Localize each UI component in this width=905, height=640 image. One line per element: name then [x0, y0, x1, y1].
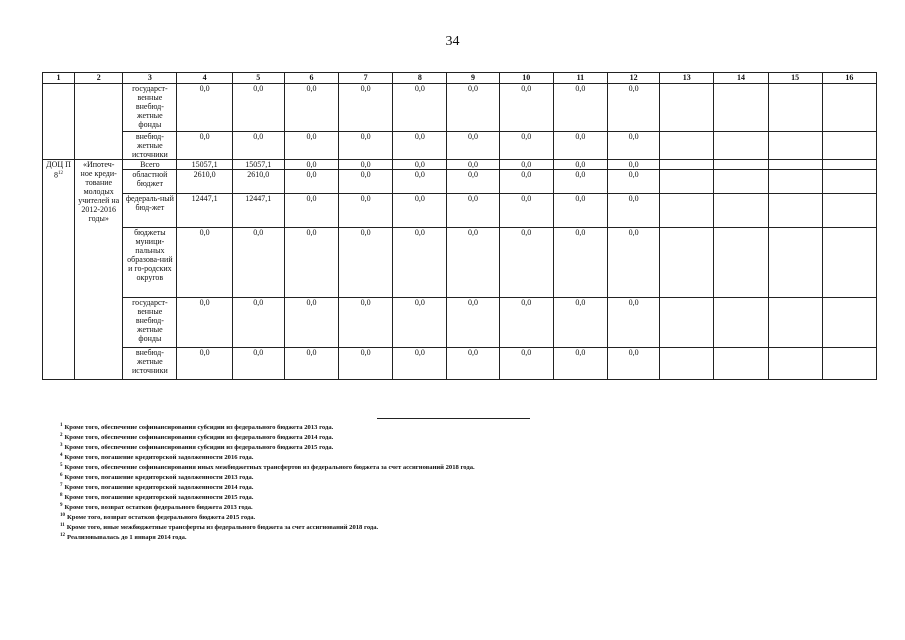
- empty-cell: [660, 84, 714, 132]
- footnote-number: 10: [60, 513, 65, 518]
- value-cell: 0,0: [499, 170, 553, 194]
- footnote-number: 6: [60, 473, 63, 478]
- empty-cell: [660, 228, 714, 298]
- value-cell: 0,0: [232, 348, 284, 380]
- value-cell: 0,0: [553, 298, 607, 348]
- value-cell: 0,0: [339, 170, 393, 194]
- source-label: Всего: [123, 160, 177, 170]
- value-cell: 0,0: [499, 132, 553, 160]
- empty-cell: [660, 194, 714, 228]
- value-cell: 15057,1: [232, 160, 284, 170]
- value-cell: 0,0: [499, 84, 553, 132]
- value-cell: 0,0: [393, 298, 447, 348]
- column-header: 14: [714, 73, 768, 84]
- page-number: 34: [445, 34, 460, 49]
- footnote-item: [60, 473, 880, 483]
- empty-cell: [660, 132, 714, 160]
- column-header: 11: [553, 73, 607, 84]
- column-header: 15: [768, 73, 822, 84]
- source-label: государст-венные внебюд-жетные фонды: [123, 84, 177, 132]
- code-cell-empty: [43, 84, 75, 160]
- footnote-item: [60, 513, 880, 523]
- footnote-number: 9: [60, 503, 63, 508]
- footnote-text: Кроме того, обеспечение софинансирования субсидии из федерального бюджета 2014 года.: [64, 434, 334, 441]
- footnote-divider: [377, 418, 530, 419]
- footnote-text: Кроме того, возврат остатков федерального бюджета 2015 года.: [67, 514, 256, 521]
- value-cell: 0,0: [607, 194, 659, 228]
- source-label: государст-венные внебюд-жетные фонды: [123, 298, 177, 348]
- column-header: 7: [339, 73, 393, 84]
- value-cell: 0,0: [177, 348, 232, 380]
- value-cell: 0,0: [393, 84, 447, 132]
- empty-cell: [714, 348, 768, 380]
- value-cell: 2610,0: [177, 170, 232, 194]
- value-cell: 2610,0: [232, 170, 284, 194]
- value-cell: 0,0: [447, 170, 499, 194]
- value-cell: 0,0: [339, 194, 393, 228]
- empty-cell: [768, 228, 822, 298]
- footnote-text: Реализовывалась до 1 января 2014 года.: [67, 534, 187, 541]
- value-cell: 0,0: [284, 84, 338, 132]
- value-cell: 0,0: [553, 194, 607, 228]
- table-row: [43, 348, 877, 380]
- value-cell: 0,0: [393, 228, 447, 298]
- value-cell: 0,0: [499, 194, 553, 228]
- empty-cell: [768, 160, 822, 170]
- value-cell: 0,0: [339, 84, 393, 132]
- empty-cell: [714, 160, 768, 170]
- value-cell: 0,0: [177, 228, 232, 298]
- value-cell: 0,0: [447, 348, 499, 380]
- empty-cell: [714, 84, 768, 132]
- column-header: 6: [284, 73, 338, 84]
- value-cell: 0,0: [232, 84, 284, 132]
- value-cell: 0,0: [499, 298, 553, 348]
- value-cell: 0,0: [607, 160, 659, 170]
- empty-cell: [768, 170, 822, 194]
- table-row: [43, 170, 877, 194]
- value-cell: 0,0: [284, 170, 338, 194]
- value-cell: 0,0: [553, 132, 607, 160]
- column-header: 16: [822, 73, 876, 84]
- value-cell: 0,0: [447, 132, 499, 160]
- footnote-number: 7: [60, 483, 63, 488]
- value-cell: 0,0: [339, 298, 393, 348]
- empty-cell: [714, 194, 768, 228]
- value-cell: 0,0: [177, 298, 232, 348]
- empty-cell: [714, 132, 768, 160]
- value-cell: 0,0: [232, 132, 284, 160]
- footnote-item: [60, 483, 880, 493]
- empty-cell: [822, 170, 876, 194]
- footnote-item: [60, 533, 880, 543]
- budget-table: [42, 72, 877, 380]
- value-cell: 0,0: [393, 348, 447, 380]
- value-cell: 15057,1: [177, 160, 232, 170]
- value-cell: 0,0: [339, 160, 393, 170]
- empty-cell: [822, 348, 876, 380]
- footnote-number: 4: [60, 453, 63, 458]
- value-cell: 0,0: [393, 132, 447, 160]
- empty-cell: [822, 132, 876, 160]
- footnote-item: [60, 523, 880, 533]
- empty-cell: [768, 348, 822, 380]
- value-cell: 0,0: [447, 160, 499, 170]
- value-cell: 12447,1: [177, 194, 232, 228]
- footnote-number: 1: [60, 423, 63, 428]
- footnote-item: [60, 423, 880, 433]
- footnote-item: [60, 433, 880, 443]
- value-cell: 0,0: [232, 228, 284, 298]
- value-cell: 0,0: [499, 160, 553, 170]
- footnote-item: [60, 503, 880, 513]
- value-cell: 0,0: [607, 348, 659, 380]
- value-cell: 0,0: [284, 348, 338, 380]
- footnote-number: 3: [60, 443, 63, 448]
- value-cell: 0,0: [553, 160, 607, 170]
- source-label: внебюд-жетные источники: [123, 132, 177, 160]
- footnote-text: Кроме того, погашение кредиторской задолженности 2014 года.: [64, 484, 254, 491]
- value-cell: 0,0: [339, 228, 393, 298]
- source-label: областной бюджет: [123, 170, 177, 194]
- footnote-text: Кроме того, возврат остатков федерального бюджета 2013 года.: [64, 504, 253, 511]
- value-cell: 0,0: [447, 194, 499, 228]
- value-cell: 0,0: [447, 228, 499, 298]
- program-code-footnote-ref: 12: [58, 171, 64, 176]
- footnote-item: [60, 463, 880, 473]
- column-header: 13: [660, 73, 714, 84]
- program-name: «Ипотеч-ное креди-тование молодых учителей на 2012-2016 годы»: [75, 160, 123, 380]
- footnote-text: Кроме того, обеспечение софинансирования субсидии из федерального бюджета 2015 года.: [64, 444, 334, 451]
- source-label: федераль-ный бюд-жет: [123, 194, 177, 228]
- value-cell: 0,0: [553, 228, 607, 298]
- empty-cell: [660, 170, 714, 194]
- footnote-item: [60, 443, 880, 453]
- table-row: [43, 194, 877, 228]
- value-cell: 0,0: [607, 132, 659, 160]
- footnotes: [60, 423, 880, 543]
- value-cell: 12447,1: [232, 194, 284, 228]
- table-row: [43, 132, 877, 160]
- empty-cell: [714, 170, 768, 194]
- value-cell: 0,0: [447, 84, 499, 132]
- footnote-text: Кроме того, иные межбюджетные трансферты из федерального бюджета за счет ассигнований 2018 года.: [66, 524, 379, 531]
- empty-cell: [768, 298, 822, 348]
- footnote-number: 5: [60, 463, 63, 468]
- value-cell: 0,0: [393, 194, 447, 228]
- value-cell: 0,0: [607, 228, 659, 298]
- value-cell: 0,0: [232, 298, 284, 348]
- column-header: 3: [123, 73, 177, 84]
- column-header: 10: [499, 73, 553, 84]
- column-header: 8: [393, 73, 447, 84]
- empty-cell: [660, 298, 714, 348]
- empty-cell: [768, 132, 822, 160]
- empty-cell: [714, 298, 768, 348]
- table-row: [43, 298, 877, 348]
- table-row: [43, 228, 877, 298]
- empty-cell: [822, 84, 876, 132]
- empty-cell: [822, 194, 876, 228]
- footnote-text: Кроме того, погашение кредиторской задолженности 2013 года.: [64, 474, 254, 481]
- value-cell: 0,0: [553, 348, 607, 380]
- value-cell: 0,0: [284, 160, 338, 170]
- source-label: внебюд-жетные источники: [123, 348, 177, 380]
- header-row: [43, 73, 877, 84]
- table-row: [43, 84, 877, 132]
- value-cell: 0,0: [339, 132, 393, 160]
- table-row: [43, 160, 877, 170]
- footnote-item: [60, 493, 880, 503]
- value-cell: 0,0: [607, 84, 659, 132]
- value-cell: 0,0: [177, 132, 232, 160]
- value-cell: 0,0: [284, 228, 338, 298]
- column-header: 2: [75, 73, 123, 84]
- value-cell: 0,0: [499, 348, 553, 380]
- empty-cell: [768, 194, 822, 228]
- value-cell: 0,0: [284, 298, 338, 348]
- source-label: бюджеты муници-пальных образова-ний и го-родских округов: [123, 228, 177, 298]
- footnote-item: [60, 453, 880, 463]
- value-cell: 0,0: [339, 348, 393, 380]
- empty-cell: [768, 84, 822, 132]
- empty-cell: [822, 298, 876, 348]
- footnote-text: Кроме того, погашение кредиторской задолженности 2015 года.: [64, 494, 254, 501]
- footnote-number: 2: [60, 433, 63, 438]
- value-cell: 0,0: [177, 84, 232, 132]
- empty-cell: [822, 160, 876, 170]
- value-cell: 0,0: [284, 132, 338, 160]
- column-header: 12: [607, 73, 659, 84]
- program-code: [43, 160, 75, 380]
- empty-cell: [714, 228, 768, 298]
- footnote-number: 11: [60, 523, 65, 528]
- column-header: 1: [43, 73, 75, 84]
- column-header: 9: [447, 73, 499, 84]
- empty-cell: [822, 228, 876, 298]
- footnote-number: 8: [60, 493, 63, 498]
- value-cell: 0,0: [553, 84, 607, 132]
- value-cell: 0,0: [607, 298, 659, 348]
- footnote-text: Кроме того, погашение кредиторской задолженности 2016 года.: [64, 454, 254, 461]
- empty-cell: [660, 160, 714, 170]
- value-cell: 0,0: [499, 228, 553, 298]
- value-cell: 0,0: [447, 298, 499, 348]
- value-cell: 0,0: [607, 170, 659, 194]
- value-cell: 0,0: [393, 170, 447, 194]
- footnote-text: Кроме того, обеспечение софинансирования иных межбюджетных трансфертов из федерального бюджета за счет ассигнований 2018 года.: [64, 464, 475, 471]
- program-code-text: ДОЦ П 8: [46, 160, 71, 180]
- value-cell: 0,0: [393, 160, 447, 170]
- empty-cell: [660, 348, 714, 380]
- table-body: [43, 73, 877, 380]
- footnote-text: Кроме того, обеспечение софинансирования субсидии из федерального бюджета 2013 года.: [64, 424, 334, 431]
- value-cell: 0,0: [284, 194, 338, 228]
- value-cell: 0,0: [553, 170, 607, 194]
- footnote-number: 12: [60, 533, 65, 538]
- program-cell-empty: [75, 84, 123, 160]
- column-header: 4: [177, 73, 232, 84]
- column-header: 5: [232, 73, 284, 84]
